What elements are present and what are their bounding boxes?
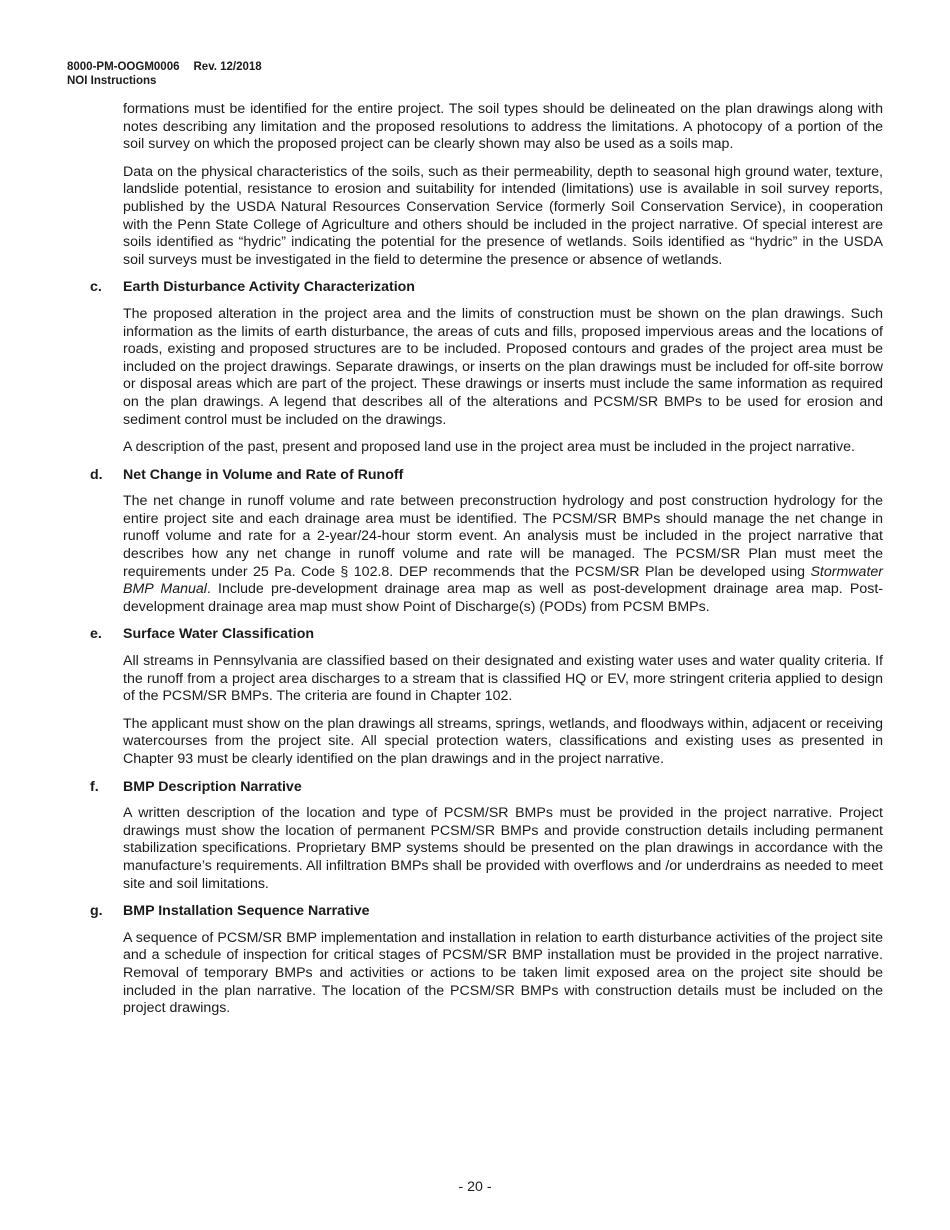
section-letter: g. bbox=[90, 903, 103, 920]
form-id-line bbox=[67, 60, 262, 74]
section-letter: c. bbox=[90, 279, 102, 296]
text-run: The net change in runoff volume and rate between preconstruction hydrology and post construction hydrology for the entire project site and each drainage area must be identified. The PCSM/SR BMPs should manage the net change in runoff volume and rate for a 2-year/24-hour storm event. An analysis must be included in the project narrative that describes how any net change in runoff volume and rate will be managed. The PCSM/SR Plan must meet the requirements under 25 Pa. Code § 102.8. DEP recommends that the PCSM/SR Plan be developed using bbox=[123, 493, 883, 580]
section-title: Earth Disturbance Activity Characterization bbox=[123, 279, 415, 296]
section-letter: d. bbox=[90, 466, 103, 483]
section-letter: f. bbox=[90, 778, 99, 795]
intro-paragraph-2: Data on the physical characteristics of the soils, such as their permeability, depth to seasonal high ground water, texture, landslide potential, resistance to erosion and suitability for intended (limitations) use is available in soil survey reports, published by the USDA Natural Resources Conservation Service (formerly Soil Conservation Service), in cooperation with the Penn State College of Agriculture and others should be included in the project narrative. Of special interest are soils identified as “hydric” indicating the potential for the presence of wetlands. Soils identified as “hydric” in the USDA soil surveys must be investigated in the field to determine the presence or absence of wetlands. bbox=[123, 163, 883, 268]
form-id: 8000-PM-OOGM0006 bbox=[67, 61, 180, 73]
section-g-paragraph-1: A sequence of PCSM/SR BMP implementation and installation in relation to earth disturbance activities of the project site and a schedule of inspection for critical stages of PCSM/SR BMP installation must be provided in the project narrative. Removal of temporary BMPs and activities or actions to be taken limit exposed area on the project site should be included in the plan narrative. The location of the PCSM/SR BMPs with construction details must be included on the project drawings. bbox=[123, 929, 883, 1017]
page-number: - 20 - bbox=[458, 1179, 492, 1195]
section-f-heading bbox=[90, 779, 883, 797]
section-c-paragraph-1: The proposed alteration in the project area and the limits of construction must be shown on the plan drawings. Such information as the limits of earth disturbance, the areas of cuts and fills, proposed impervious areas and the locations of roads, existing and proposed structures are to be included. Proposed contours and grades of the project area must be included on the project drawings. Separate drawings, or inserts on the plan drawings must be included for off-site borrow or disposal areas which are part of the project. These drawings or inserts must include the same information as required on the plan drawings. A legend that describes all of the alterations and PCSM/SR BMPs to be used for erosion and sediment control must be included on the drawings. bbox=[123, 305, 883, 428]
section-title: Net Change in Volume and Rate of Runoff bbox=[123, 466, 404, 483]
intro-paragraph-1: formations must be identified for the entire project. The soil types should be delineated on the plan drawings along with notes describing any limitation and the proposed resolutions to address the limitations. A photocopy of a portion of the soil survey on which the proposed project can be clearly shown may also be used as a soils map. bbox=[123, 101, 883, 153]
section-letter: e. bbox=[90, 626, 102, 643]
section-title: BMP Installation Sequence Narrative bbox=[123, 903, 370, 920]
section-c-paragraph-2: A description of the past, present and proposed land use in the project area must be included in the project narrative. bbox=[123, 439, 855, 456]
document-body bbox=[90, 101, 883, 1028]
section-e-heading bbox=[90, 626, 883, 644]
section-title: Surface Water Classification bbox=[123, 626, 315, 643]
section-title: BMP Description Narrative bbox=[123, 778, 302, 795]
section-d-heading bbox=[90, 467, 883, 485]
doc-title: NOI Instructions bbox=[67, 75, 157, 87]
document-header bbox=[67, 60, 262, 88]
section-c-heading bbox=[90, 279, 883, 297]
section-d-paragraph-1 bbox=[123, 493, 883, 616]
section-f-paragraph-1: A written description of the location and type of PCSM/SR BMPs must be provided in the project narrative. Project drawings must show the location of permanent PCSM/SR BMPs and provide construction details including permanent stabilization specifications. Proprietary BMP systems should be presented on the plan drawings in accordance with the manufacture’s requirements. All infiltration BMPs shall be provided with overflows and /or underdrains as needed to meet site and soil limitations. bbox=[123, 805, 883, 892]
manual-title: Stormwater BMP Manual bbox=[123, 563, 883, 598]
text-run: . Include pre-development drainage area map as well as post-development drainage area map. Post-development drainage area map must show Point of Discharge(s) (PODs) from PCSM BMPs. bbox=[123, 581, 883, 615]
section-e-paragraph-1: All streams in Pennsylvania are classified based on their designated and existing water uses and water quality criteria. If the runoff from a project area discharges to a stream that is classified HQ or EV, more stringent criteria applied to design of the PCSM/SR BMPs. The criteria are found in Chapter 102. bbox=[123, 653, 883, 705]
section-e-paragraph-2: The applicant must show on the plan drawings all streams, springs, wetlands, and floodways within, adjacent or receiving watercourses from the project site. All special protection waters, classifications and existing uses as presented in Chapter 93 must be clearly identified on the plan drawings and in the project narrative. bbox=[123, 715, 883, 767]
revision: Rev. 12/2018 bbox=[193, 61, 262, 73]
section-g-heading bbox=[90, 903, 883, 921]
